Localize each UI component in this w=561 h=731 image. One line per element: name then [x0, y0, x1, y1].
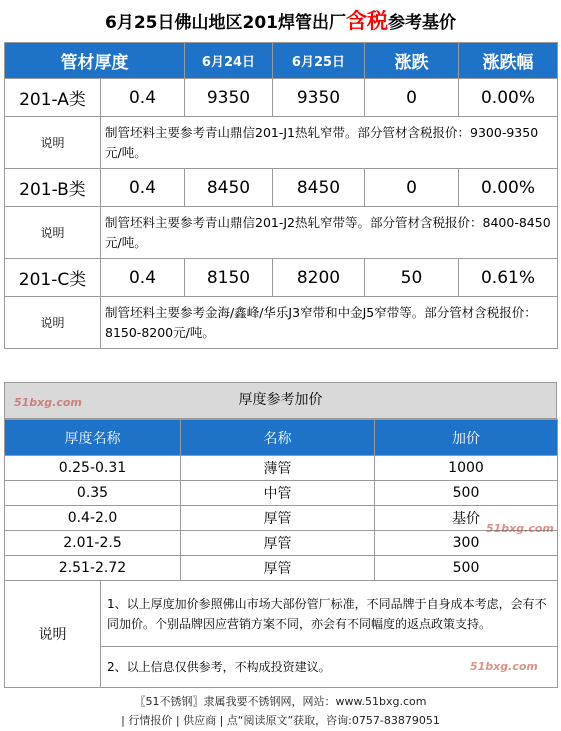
grade-cell: 201-C类	[5, 259, 101, 297]
notes-label: 说明	[5, 581, 101, 688]
thickness-cell: 0.4	[101, 259, 185, 297]
table-row	[5, 506, 558, 531]
tube-name-cell: 厚管	[181, 506, 375, 531]
thickness-range-cell: 0.35	[5, 481, 181, 506]
surcharge-cell: 300	[375, 531, 558, 556]
thickness-cell: 0.4	[101, 79, 185, 117]
header-change-pct: 涨跌幅	[459, 43, 558, 79]
thickness-cell: 0.4	[101, 169, 185, 207]
table-row	[5, 169, 558, 207]
header-name: 名称	[181, 420, 375, 456]
tube-name-cell: 厚管	[181, 556, 375, 581]
thickness-range-cell: 0.4-2.0	[5, 506, 181, 531]
thickness-range-cell: 2.01-2.5	[5, 531, 181, 556]
footer-line-1: 〖51不锈钢〗隶属我要不锈钢网，网站：www.51bxg.com	[134, 695, 427, 708]
change-pct-cell: 0.00%	[459, 79, 558, 117]
table-row	[5, 481, 558, 506]
tube-name-cell: 中管	[181, 481, 375, 506]
change-pct-cell: 0.00%	[459, 169, 558, 207]
footer-line-2: | 行情报价 | 供应商 | 点“阅读原文”获取，咨询:0757-83879051	[121, 714, 440, 727]
table-row	[5, 456, 558, 481]
thickness-surcharge-table	[4, 419, 558, 581]
table-header-row	[5, 43, 558, 79]
note-text: 制管坯料主要参考青山鼎信201-J1热轧窄带。部分管材含税报价：9300-9350元/吨。	[101, 117, 558, 169]
change-cell: 50	[365, 259, 459, 297]
note-label: 说明	[5, 297, 101, 349]
page-title	[0, 0, 561, 42]
table-header-row	[5, 420, 558, 456]
header-material: 管材厚度	[5, 43, 185, 79]
price-date2-cell: 8200	[273, 259, 365, 297]
tube-name-cell: 厚管	[181, 531, 375, 556]
price-date2-cell: 9350	[273, 79, 365, 117]
grade-cell: 201-B类	[5, 169, 101, 207]
table-row	[5, 531, 558, 556]
header-surcharge: 加价	[375, 420, 558, 456]
price-date1-cell: 8450	[185, 169, 273, 207]
note-row	[5, 297, 558, 349]
table-row	[5, 79, 558, 117]
note-label: 说明	[5, 117, 101, 169]
surcharge-cell: 基价	[375, 506, 558, 531]
note-text: 制管坯料主要参考青山鼎信201-J2热轧窄带等。部分管材含税报价：8400-8450元/吨。	[101, 207, 558, 259]
note-item-2: 2、以上信息仅供参考，不构成投资建议。	[101, 647, 558, 688]
change-cell: 0	[365, 79, 459, 117]
base-price-table	[4, 42, 558, 349]
surcharge-cell: 500	[375, 556, 558, 581]
thickness-range-cell: 2.51-2.72	[5, 556, 181, 581]
price-date1-cell: 8150	[185, 259, 273, 297]
note-item-1: 1、以上厚度加价参照佛山市场大部份管厂标准，不同品牌于自身成本考虑，会有不同加价。个别品牌因应营销方案不同，亦会有不同幅度的返点政策支持。	[101, 581, 558, 647]
change-cell: 0	[365, 169, 459, 207]
grade-cell: 201-A类	[5, 79, 101, 117]
watermark-logo: 51bxg.com	[486, 522, 554, 535]
note-text: 制管坯料主要参考金海/鑫峰/华乐J3窄带和中金J5窄带等。部分管材含税报价：8150-8200元/吨。	[101, 297, 558, 349]
header-date2: 6月25日	[273, 43, 365, 79]
thickness-range-cell: 0.25-0.31	[5, 456, 181, 481]
title-highlight: 含税	[345, 9, 388, 33]
price-date1-cell: 9350	[185, 79, 273, 117]
surcharge-cell: 1000	[375, 456, 558, 481]
section-band: 厚度参考加价	[4, 382, 557, 419]
table-row	[5, 556, 558, 581]
note-label: 说明	[5, 207, 101, 259]
change-pct-cell: 0.61%	[459, 259, 558, 297]
surcharge-cell: 500	[375, 481, 558, 506]
table-row	[5, 259, 558, 297]
price-date2-cell: 8450	[273, 169, 365, 207]
note-row	[5, 117, 558, 169]
title-prefix: 6月25日佛山地区201焊管出厂	[105, 13, 346, 33]
note-row	[5, 207, 558, 259]
title-suffix: 参考基价	[387, 13, 456, 33]
watermark-logo: 51bxg.com	[470, 660, 538, 673]
header-thickness-range: 厚度名称	[5, 420, 181, 456]
header-change: 涨跌	[365, 43, 459, 79]
watermark-logo: 51bxg.com	[14, 396, 82, 409]
tube-name-cell: 薄管	[181, 456, 375, 481]
header-date1: 6月24日	[185, 43, 273, 79]
footer	[0, 692, 561, 730]
